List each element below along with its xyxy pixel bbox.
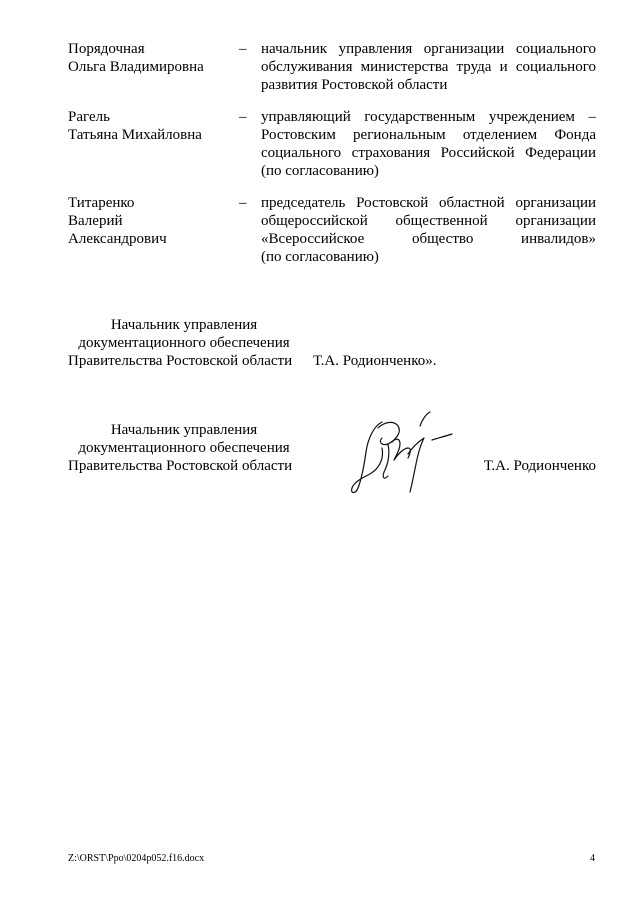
member-position: председатель Ростовской областной организации общероссийской общественной организации «Всероссийское общество инвалидов» (по согласованию) (261, 195, 596, 265)
signer-title: Начальник управления документационного обеспечения Правительства Ростовской области (68, 317, 293, 369)
signer-title: Начальник управления документационного обеспечения Правительства Ростовской области (68, 422, 293, 474)
member-name: Титаренко Валерий Александрович (68, 195, 167, 247)
member-name: Порядочная Ольга Владимировна (68, 41, 204, 75)
signer-name: Т.А. Родионченко (483, 458, 596, 474)
member-name: Рагель Татьяна Михайловна (68, 109, 202, 143)
member-position: управляющий государственным учреждением – Ростовским региональным отделением Фонда социального страхования Российской Федерации (по согласованию) (261, 109, 596, 179)
member-dash: – (239, 109, 247, 125)
member-dash: – (239, 41, 247, 57)
member-dash: – (239, 195, 247, 211)
page-number: 4 (590, 853, 595, 864)
member-position: начальник управления организации социального обслуживания министерства труда и социального развития Ростовской области (261, 41, 596, 93)
signer-name: Т.А. Родионченко». (313, 353, 437, 369)
handwritten-signature (338, 408, 458, 498)
footer-file-path: Z:\ORST\Ppo\0204p052.f16.docx (68, 853, 205, 864)
